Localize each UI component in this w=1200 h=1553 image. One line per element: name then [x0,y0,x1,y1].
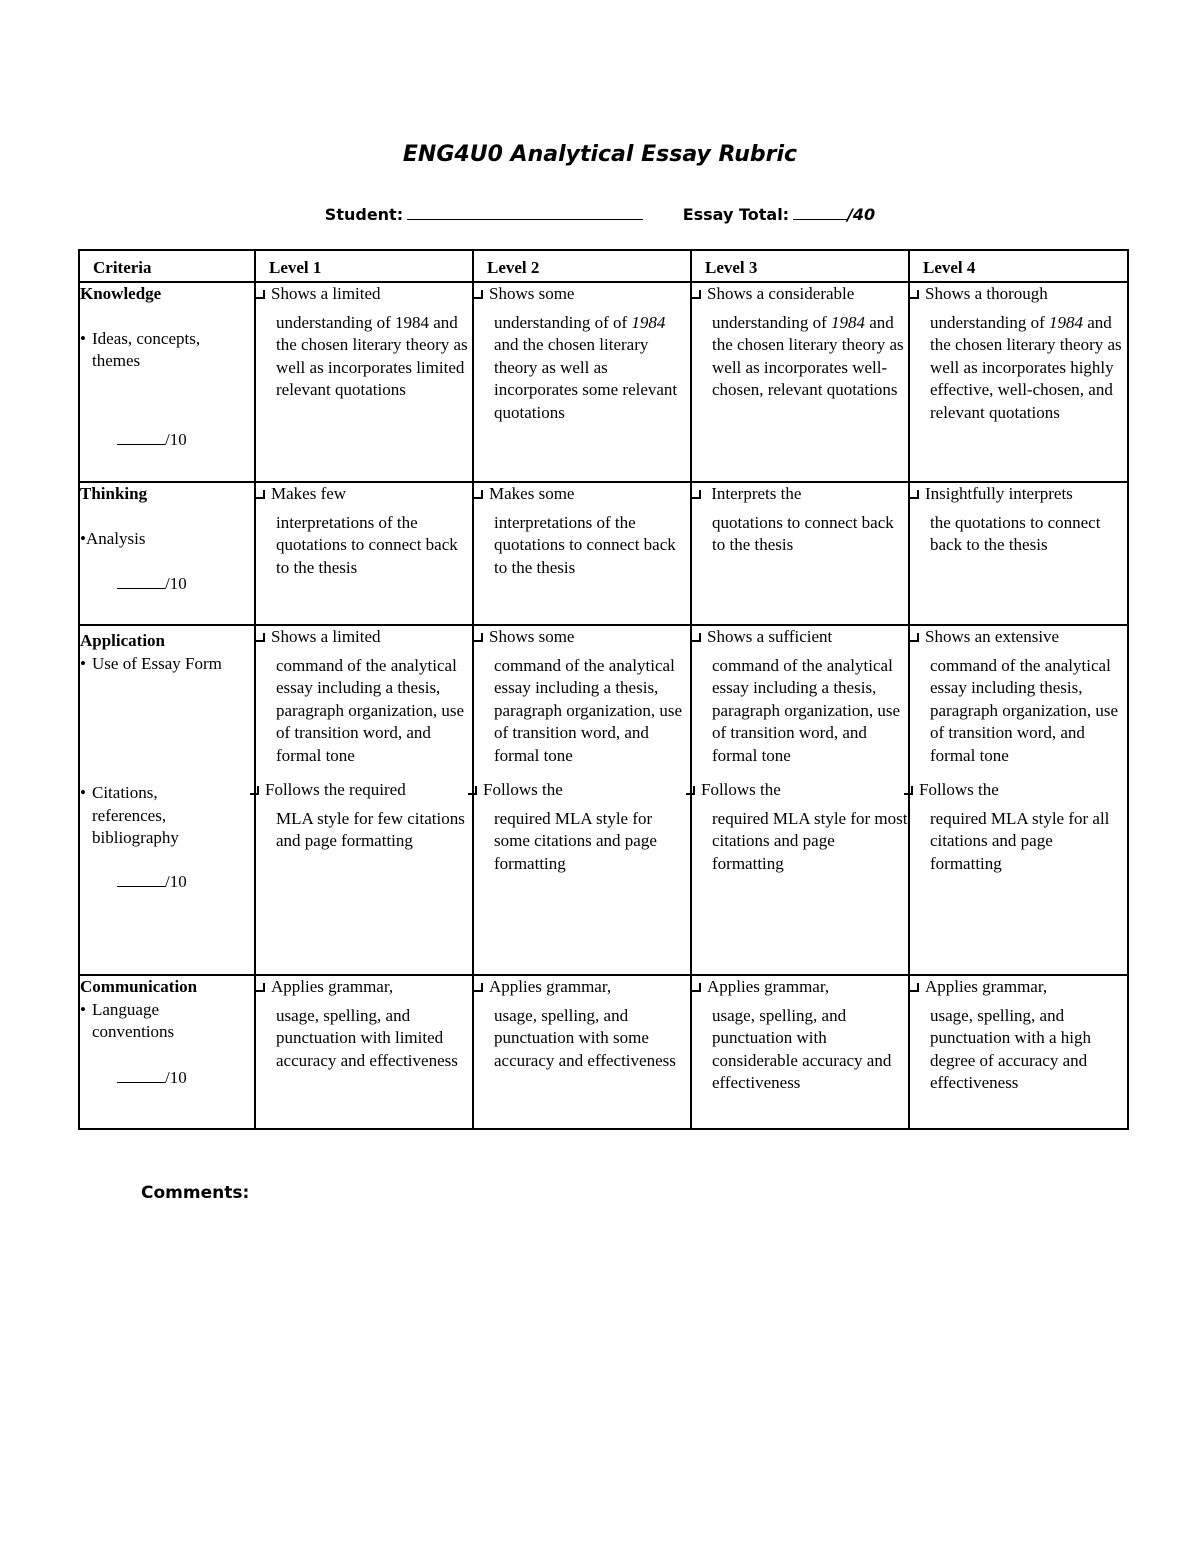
header-level-1: Level 1 [255,250,473,282]
criteria-name: Application [80,631,166,650]
checkbox-icon[interactable] [256,633,265,642]
header-level-3: Level 3 [691,250,909,282]
level-3-cell: Interprets the quotations to connect back to the thesis [691,482,909,625]
checkbox-icon[interactable] [474,983,483,992]
row-communication [79,975,1128,1129]
checkbox-icon[interactable] [474,490,483,499]
criteria-subitem: • Language conventions [80,999,175,1041]
checkbox-icon[interactable] [256,983,265,992]
rubric-table [78,249,1129,1130]
header-level-2: Level 2 [473,250,691,282]
criteria-subitem: •Analysis [80,528,146,548]
criteria-name: Knowledge [80,284,162,303]
essay-total-suffix: /40 [847,205,876,224]
level-3-cell: Shows a sufficient command of the analytical essay including a thesis, paragraph organization, use of transition word, and formal tone Follows the required MLA style for most citations and page formatting [691,625,909,975]
checkbox-icon[interactable] [692,490,701,499]
essay-total-field[interactable] [793,203,847,220]
criteria-cell [79,282,255,482]
student-label: Student: [324,205,404,224]
level-1-cell: Shows a limited understanding of 1984 and the chosen literary theory as well as incorporates limited relevant quotations [255,282,473,482]
level-4-cell: Shows an extensive command of the analytical essay including thesis, paragraph organization, use of transition word, and formal tone Follows the required MLA style for all citations and page formatting [909,625,1128,975]
checkbox-icon[interactable] [692,633,701,642]
criteria-name: Thinking [80,484,148,503]
criteria-subitem: • Citations, references, bibliography [80,783,179,847]
checkbox-icon[interactable] [474,633,483,642]
level-4-cell: Shows a thorough understanding of 1984 and the chosen literary theory as well as incorporates highly effective, well-chosen, and relevant quotations [909,282,1128,482]
checkbox-icon[interactable] [910,633,919,642]
checkbox-icon[interactable] [910,490,919,499]
header-fields [0,203,1200,224]
score-field[interactable]: /10 [80,870,254,894]
score-field[interactable]: /10 [80,1066,254,1090]
criteria-cell [79,482,255,625]
checkbox-icon[interactable] [474,290,483,299]
checkbox-icon[interactable] [686,786,695,795]
level-3-cell: Applies grammar, usage, spelling, and punctuation with considerable accuracy and effectiveness [691,975,909,1129]
essay-total-label: Essay Total: [682,205,790,224]
level-1-cell: Makes few interpretations of the quotations to connect back to the thesis [255,482,473,625]
level-1-cell: Applies grammar, usage, spelling, and punctuation with limited accuracy and effectiveness [255,975,473,1129]
checkbox-icon[interactable] [468,786,477,795]
criteria-cell [79,975,255,1129]
level-2-cell: Shows some command of the analytical essay including a thesis, paragraph organization, use of transition word, and formal tone Follows the required MLA style for some citations and page formatting [473,625,691,975]
criteria-cell [79,625,255,975]
checkbox-icon[interactable] [910,983,919,992]
checkbox-icon[interactable] [250,786,259,795]
checkbox-icon[interactable] [904,786,913,795]
row-thinking [79,482,1128,625]
level-2-cell: Applies grammar, usage, spelling, and punctuation with some accuracy and effectiveness [473,975,691,1129]
score-field[interactable]: /10 [80,428,254,452]
level-1-cell: Shows a limited command of the analytical essay including a thesis, paragraph organization, use of transition word, and formal tone Follows the required MLA style for few citations and page formatting [255,625,473,975]
level-4-cell: Applies grammar, usage, spelling, and punctuation with a high degree of accuracy and effectiveness [909,975,1128,1129]
criteria-subitem: • Ideas, concepts, themes [80,328,201,370]
row-application [79,625,1128,975]
checkbox-icon[interactable] [692,290,701,299]
page-title: ENG4U0 Analytical Essay Rubric [402,142,798,167]
student-name-field[interactable] [407,203,643,220]
level-2-cell: Shows some understanding of of 1984 and the chosen literary theory as well as incorporates some relevant quotations [473,282,691,482]
comments-label: Comments: [141,1183,250,1203]
header-criteria: Criteria [79,250,255,282]
checkbox-icon[interactable] [256,290,265,299]
checkbox-icon[interactable] [910,290,919,299]
header-level-4: Level 4 [909,250,1128,282]
level-4-cell: Insightfully interprets the quotations to connect back to the thesis [909,482,1128,625]
checkbox-icon[interactable] [256,490,265,499]
level-2-cell: Makes some interpretations of the quotations to connect back to the thesis [473,482,691,625]
criteria-name: Communication [80,977,198,996]
criteria-subitem: • Use of Essay Form [80,653,222,673]
row-knowledge [79,282,1128,482]
score-field[interactable]: /10 [80,572,254,596]
checkbox-icon[interactable] [692,983,701,992]
level-3-cell: Shows a considerable understanding of 1984 and the chosen literary theory as well as incorporates well-chosen, relevant quotations [691,282,909,482]
header-row [79,250,1128,282]
